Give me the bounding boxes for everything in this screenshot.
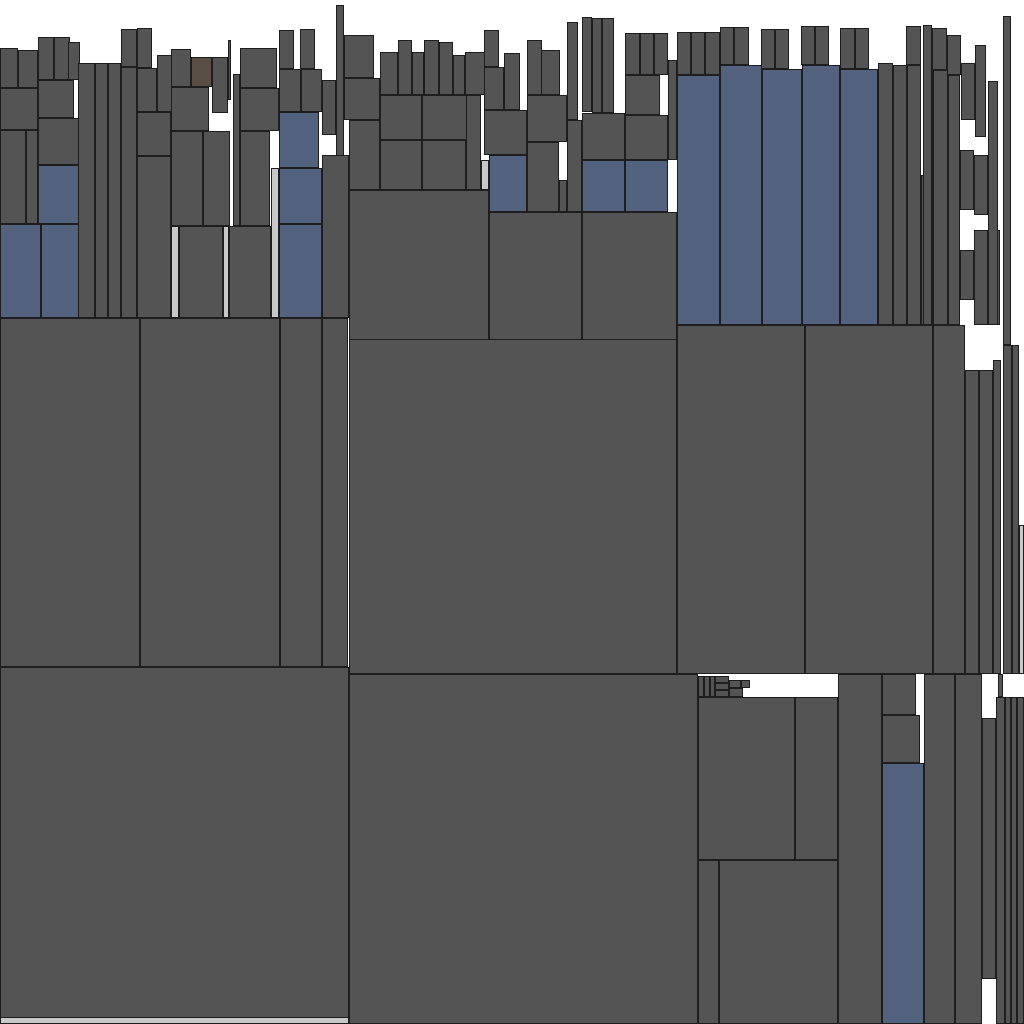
treemap-tile-159[interactable] [801,26,815,65]
treemap-tile-62[interactable] [988,81,998,325]
treemap-tile-7[interactable] [489,212,582,340]
treemap-tile-87[interactable] [171,87,209,131]
treemap-tile-25[interactable] [882,674,916,715]
treemap-tile-125[interactable] [422,140,466,190]
treemap-tile-82[interactable] [137,68,157,112]
treemap-tile-6[interactable] [349,190,489,340]
treemap-tile-23[interactable] [719,860,838,1024]
treemap-tile-154[interactable] [705,32,720,75]
treemap-tile-highlight-46[interactable] [720,65,762,325]
treemap-tile-79[interactable] [121,67,137,318]
treemap-tile-139[interactable] [567,120,582,212]
treemap-tile-5[interactable] [0,1017,349,1024]
treemap-tile-157[interactable] [761,29,775,69]
treemap-tile-40[interactable] [715,683,729,690]
treemap-tile-117[interactable] [412,52,424,95]
treemap-tile-120[interactable] [453,55,465,95]
treemap-tile-143[interactable] [582,113,625,160]
treemap-tile-94[interactable] [240,48,277,88]
treemap-tile-78[interactable] [108,63,121,318]
treemap-tile-highlight-45[interactable] [677,75,720,325]
treemap-tile-77[interactable] [95,63,108,318]
treemap-tile-highlight-104[interactable] [279,112,319,168]
treemap-tile-166[interactable] [947,35,961,75]
treemap-tile-137[interactable] [559,180,567,212]
treemap-tile-168[interactable] [975,45,986,137]
treemap-tile-138[interactable] [567,22,578,120]
treemap-tile-98[interactable] [179,226,223,318]
treemap-tile-highlight-27[interactable] [882,763,924,1024]
treemap-tile-12[interactable] [805,325,933,674]
treemap-tile-76[interactable] [78,63,95,318]
treemap-tile-highlight-132[interactable] [489,155,527,212]
treemap-tile-156[interactable] [734,27,749,65]
treemap-tile-91[interactable] [212,57,228,113]
treemap-tile-24[interactable] [838,674,882,1024]
treemap-tile-8[interactable] [582,212,677,340]
treemap-tile-112[interactable] [344,35,374,78]
treemap-tile-67[interactable] [26,130,38,224]
treemap-tile-115[interactable] [380,52,398,95]
treemap-tile-63[interactable] [0,48,18,88]
treemap-tile-20[interactable] [698,697,795,860]
treemap-tile-39[interactable] [715,676,729,683]
treemap-tile-50[interactable] [878,63,893,325]
treemap-tile-highlight-102[interactable] [279,224,322,318]
treemap-tile-146[interactable] [625,115,668,160]
treemap-tile-135[interactable] [527,95,567,142]
treemap-tile-highlight-69[interactable] [41,224,80,318]
treemap-tile-0[interactable] [0,318,140,667]
treemap-tile-highlight-49[interactable] [840,69,878,325]
treemap-tile-83[interactable] [137,112,171,156]
treemap-tile-10[interactable] [349,674,698,1024]
treemap-tile-130[interactable] [504,53,520,110]
treemap-tile-97[interactable] [171,226,179,318]
treemap-tile-100[interactable] [229,226,271,318]
treemap-tile-52[interactable] [907,65,921,325]
treemap-tile-highlight-48[interactable] [802,65,840,325]
treemap-tile-93[interactable] [233,74,240,226]
treemap-tile-110[interactable] [336,5,344,160]
treemap-tile-121[interactable] [465,52,486,95]
treemap-tile-11[interactable] [677,325,805,674]
treemap-tile-136[interactable] [527,142,559,212]
treemap-tile-60[interactable] [974,230,988,325]
treemap-tile-111[interactable] [322,155,349,318]
treemap-tile-16[interactable] [993,360,1001,674]
treemap-tile-90[interactable] [203,131,230,226]
treemap-tile-81[interactable] [137,28,152,68]
treemap-tile-88[interactable] [191,57,212,87]
treemap-tile-129[interactable] [484,67,504,110]
treemap-tile-123[interactable] [422,95,467,140]
treemap-tile-19[interactable] [1019,525,1024,674]
treemap-tile-26[interactable] [882,715,920,763]
treemap-tile-86[interactable] [171,49,191,87]
treemap-tile-14[interactable] [965,370,979,674]
treemap-tile-147[interactable] [625,75,660,115]
treemap-tile-31[interactable] [996,697,1005,1024]
treemap-tile-160[interactable] [815,26,829,65]
treemap-tile-89[interactable] [171,131,203,226]
treemap-tile-122[interactable] [380,95,422,140]
treemap-tile-51[interactable] [893,65,907,325]
treemap-tile-55[interactable] [933,70,948,325]
treemap-tile-28[interactable] [924,674,955,1024]
treemap-tile-116[interactable] [398,40,412,95]
treemap-tile-155[interactable] [720,27,734,65]
treemap-tile-15[interactable] [979,370,993,674]
treemap-tile-35[interactable] [998,674,1003,697]
treemap-tile-59[interactable] [960,250,974,300]
treemap-tile-151[interactable] [668,60,677,160]
treemap-tile-highlight-103[interactable] [279,168,322,224]
treemap-tile-18[interactable] [1012,345,1019,674]
treemap-tile-161[interactable] [840,28,855,69]
treemap-tile-114[interactable] [349,120,380,190]
treemap-tile-128[interactable] [484,30,499,67]
treemap-tile-163[interactable] [906,26,921,65]
treemap-tile-152[interactable] [677,32,691,75]
treemap-tile-126[interactable] [466,95,481,190]
treemap-tile-148[interactable] [625,33,640,75]
treemap-tile-30[interactable] [982,718,996,979]
treemap-tile-29[interactable] [955,674,982,1024]
treemap-tile-105[interactable] [279,69,301,112]
treemap-tile-9[interactable] [349,339,677,674]
treemap-tile-58[interactable] [974,155,988,215]
treemap-tile-141[interactable] [592,18,602,113]
treemap-tile-41[interactable] [715,690,729,697]
treemap-tile-95[interactable] [240,88,279,131]
treemap-tile-43[interactable] [729,688,743,697]
treemap-tile-21[interactable] [795,697,838,860]
treemap-tile-1[interactable] [140,318,280,667]
treemap-tile-167[interactable] [961,63,975,120]
treemap-tile-169[interactable] [1003,16,1011,345]
treemap-tile-113[interactable] [344,78,380,120]
treemap-tile-140[interactable] [582,17,592,112]
treemap-tile-highlight-145[interactable] [625,160,668,212]
treemap-tile-56[interactable] [948,75,960,325]
treemap-tile-73[interactable] [38,37,54,80]
treemap-tile-64[interactable] [18,50,38,88]
treemap-tile-101[interactable] [271,168,279,318]
treemap-tile-109[interactable] [322,80,336,135]
treemap-tile-119[interactable] [439,42,453,95]
treemap-tile-44[interactable] [741,680,750,688]
treemap-tile-66[interactable] [0,130,26,224]
treemap-tile-17[interactable] [1003,345,1012,674]
treemap-tile-149[interactable] [640,33,654,75]
treemap-tile-153[interactable] [691,32,705,75]
treemap-tile-highlight-68[interactable] [0,224,41,318]
treemap-tile-4[interactable] [0,667,349,1019]
treemap-tile-96[interactable] [240,131,270,226]
treemap-tile-118[interactable] [424,40,439,95]
treemap-tile-142[interactable] [602,18,614,113]
treemap-tile-150[interactable] [654,33,668,75]
treemap-tile-165[interactable] [932,28,947,70]
treemap-tile-84[interactable] [137,156,171,318]
treemap-tile-22[interactable] [698,860,719,1024]
treemap-tile-72[interactable] [38,80,74,118]
treemap-tile-124[interactable] [380,140,422,190]
treemap-tile-127[interactable] [481,160,489,190]
treemap-tile-164[interactable] [923,25,932,325]
treemap-tile-158[interactable] [775,29,789,69]
treemap-tile-3[interactable] [322,318,348,667]
treemap-tile-42[interactable] [729,680,741,688]
treemap-tile-80[interactable] [121,29,137,67]
treemap-tile-71[interactable] [38,118,80,165]
treemap-tile-134[interactable] [541,50,560,95]
treemap-tile-65[interactable] [0,88,38,130]
treemap-tile-133[interactable] [527,40,542,95]
treemap-tile-2[interactable] [280,318,322,667]
treemap-tile-92[interactable] [228,40,231,100]
treemap-tile-107[interactable] [279,30,294,69]
treemap-tile-highlight-144[interactable] [582,160,625,212]
treemap-tile-57[interactable] [960,150,974,210]
treemap-tile-highlight-47[interactable] [762,69,802,325]
treemap-tile-162[interactable] [855,28,869,69]
treemap-tile-34[interactable] [1017,697,1024,1024]
treemap-tile-106[interactable] [301,69,322,112]
treemap-tile-131[interactable] [484,110,527,155]
treemap-tile-highlight-70[interactable] [38,165,80,224]
treemap-tile-108[interactable] [300,29,315,69]
treemap-tile-13[interactable] [933,325,965,674]
